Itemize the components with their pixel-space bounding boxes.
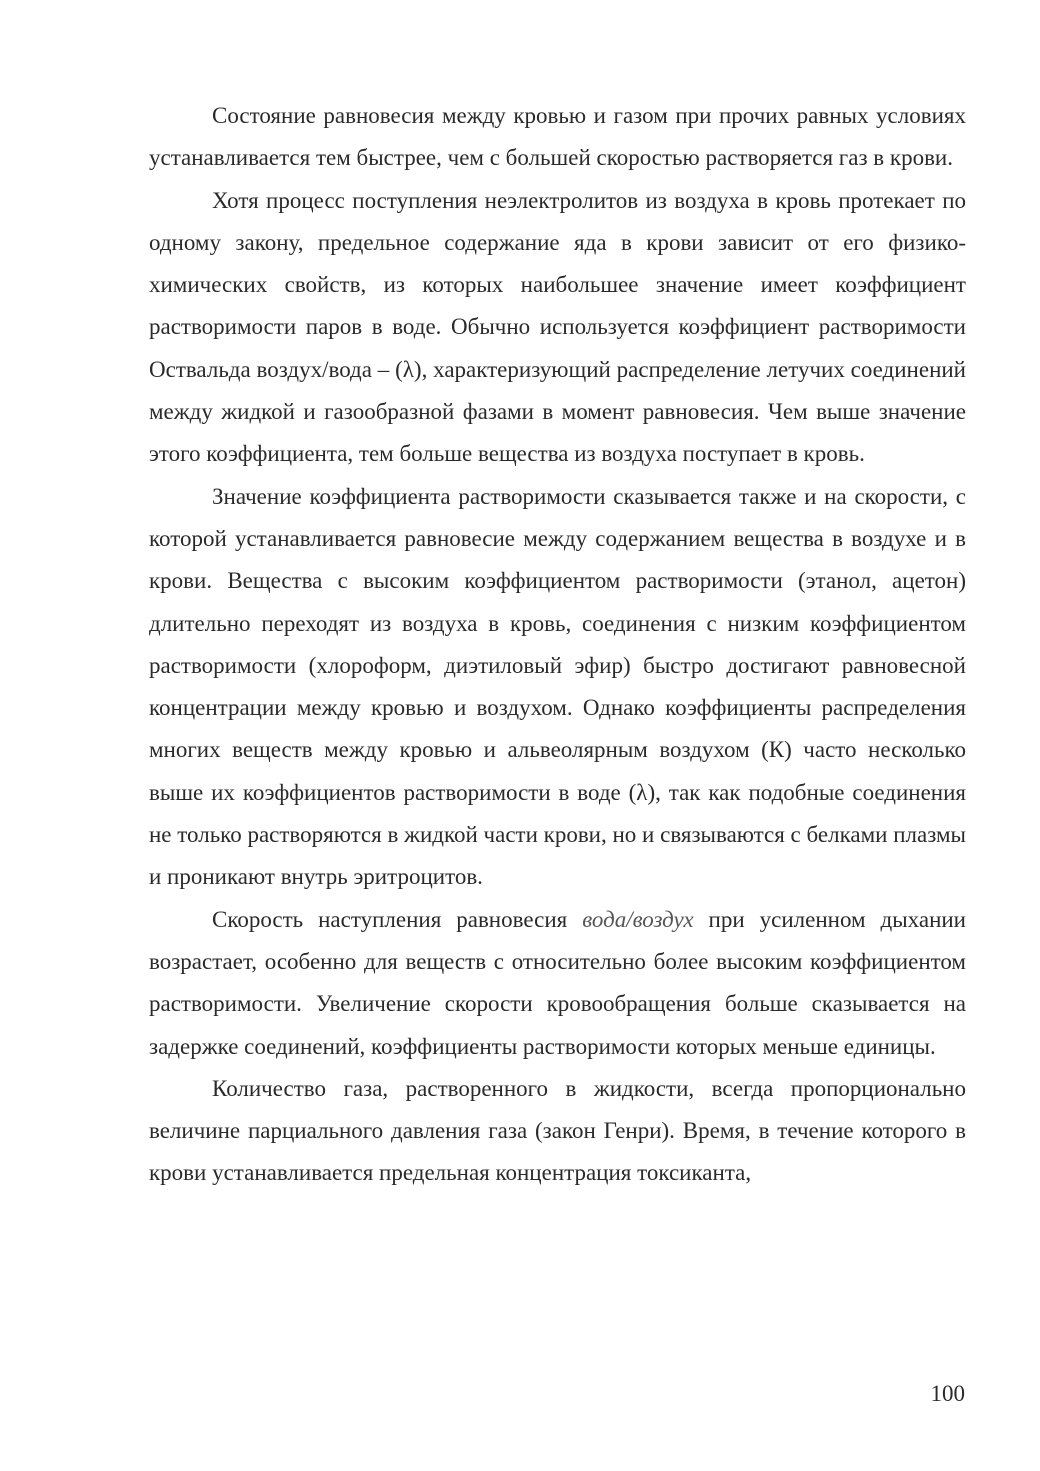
page-number: 100: [930, 1381, 965, 1406]
paragraph-4-start: Скорость наступления равновесия: [212, 906, 583, 932]
paragraph-2: Хотя процесс поступления неэлектролитов из воздуха в кровь протекает по одному закону, предельное содержание яда в крови зависит от его физико-химических свойств, из которых наибольшее значение имеет коэффициент растворимости паров в воде. Обычно используется коэффициент растворимости Оствальда воздух/вода – (λ), характеризующий распределение летучих соединений между жидкой и газообразной фазами в момент равновесия. Чем выше значение этого коэффициента, тем больше вещества из воздуха поступает в кровь.: [149, 187, 966, 467]
body-text: [149, 95, 966, 1195]
paragraph-1: Состояние равновесия между кровью и газом при прочих равных условиях устанавливается тем быстрее, чем с большей скоростью растворяется газ в крови.: [149, 103, 966, 171]
paragraph-3: Значение коэффициента растворимости сказывается также и на скорости, с которой устанавливается равновесие между содержанием вещества в воздухе и в крови. Вещества с высоким коэффициентом растворимости (этанол, ацетон) длительно переходят из воздуха в кровь, соединения с низким коэффициентом растворимости (хлороформ, диэтиловый эфир) быстро достигают равновесной концентрации между кровью и воздухом. Однако коэффициенты распределения многих веществ между кровью и альвеолярным воздухом (К) часто несколько выше их коэффициентов растворимости в воде (λ), так как подобные соединения не только растворяются в жидкой части крови, но и связываются с белками плазмы и проникают внутрь эритроцитов.: [149, 483, 966, 890]
italic-term: вода/воздух: [582, 906, 694, 932]
paragraph-4-end: при усиленном дыхании возрастает, особенно для веществ с относительно более высоким коэффициентом растворимости. Увеличение скорости кровообращения больше сказывается на задержке соединений, коэффициенты растворимости которых меньше единицы.: [149, 906, 966, 1059]
paragraph-5: Количество газа, растворенного в жидкости, всегда пропорционально величине парциального давления газа (закон Генри). Время, в течение которого в крови устанавливается предельная концентрация токсиканта,: [149, 1075, 966, 1186]
paragraph-4: [149, 899, 966, 1068]
